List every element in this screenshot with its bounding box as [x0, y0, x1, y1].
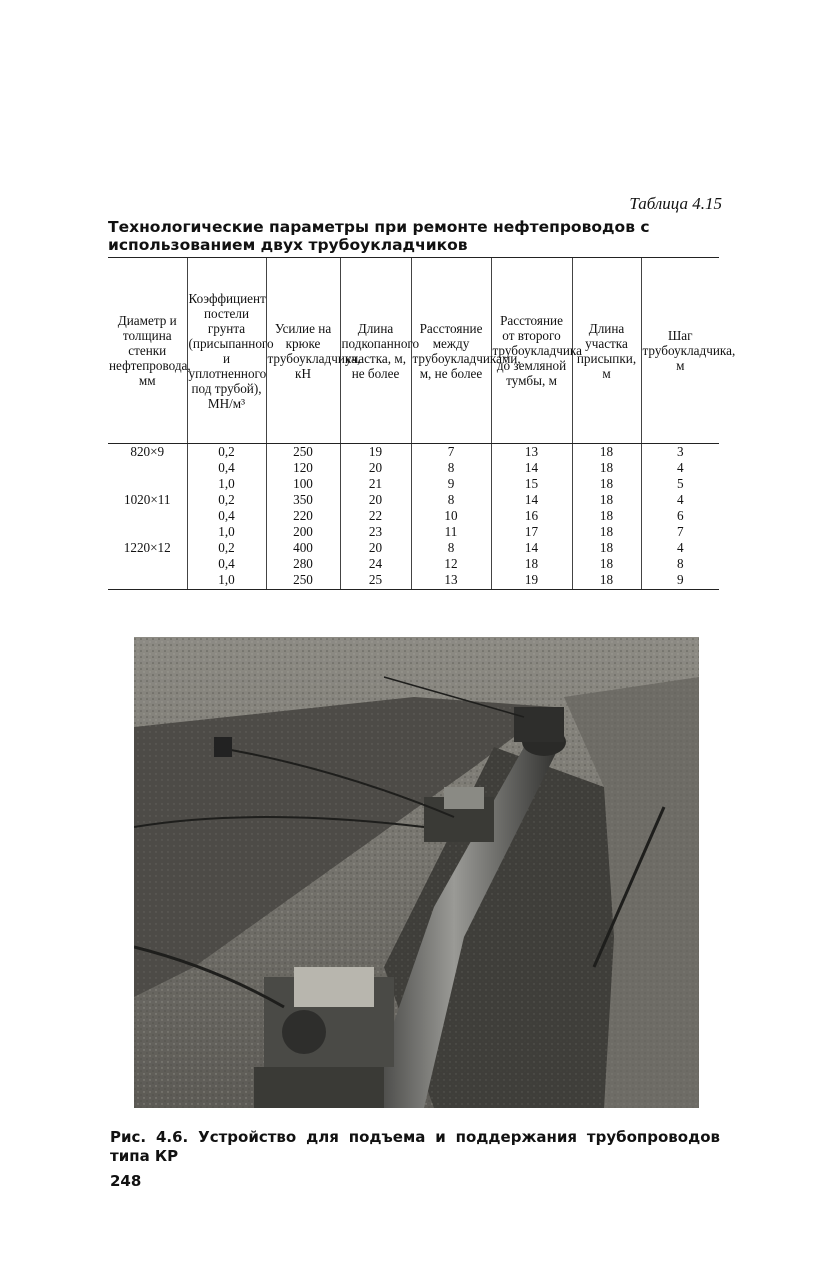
table-cell: 13 — [491, 444, 572, 460]
table-cell: 1,0 — [187, 476, 266, 492]
table-cell: 9 — [641, 571, 719, 589]
table-cell: 1220×12 — [123, 539, 171, 555]
table-cell: 0,4 — [187, 555, 266, 571]
table-cell: 0,2 — [187, 492, 266, 508]
column-header: Расстояние между трубоукладчиками, м, не более — [411, 258, 491, 444]
table-row — [108, 460, 719, 476]
table-cell: 200 — [266, 523, 340, 539]
table-cell: 0,4 — [187, 508, 266, 524]
table-cell: 6 — [641, 508, 719, 524]
table-cell: 12 — [411, 555, 491, 571]
table-cell: 18 — [572, 555, 641, 571]
table-cell: 21 — [340, 476, 411, 492]
table-cell: 14 — [491, 460, 572, 476]
table-cell: 14 — [491, 539, 572, 555]
table-cell: 8 — [411, 460, 491, 476]
table-row — [108, 444, 719, 460]
table-cell: 4 — [641, 492, 719, 508]
table-cell: 100 — [266, 476, 340, 492]
table-cell: 20 — [340, 539, 411, 555]
table-cell: 820×9 — [130, 444, 165, 460]
table-header-row — [108, 258, 719, 444]
table-cell: 1,0 — [187, 571, 266, 589]
table-cell: 0,2 — [187, 539, 266, 555]
table-row — [108, 571, 719, 589]
table-row — [108, 508, 719, 524]
table-cell: 4 — [641, 539, 719, 555]
table-cell: 9 — [411, 476, 491, 492]
table-cell — [108, 508, 187, 524]
table-cell: 250 — [266, 571, 340, 589]
table-cell: 18 — [491, 555, 572, 571]
table-cell: 18 — [572, 508, 641, 524]
parameters-table — [108, 257, 736, 590]
table-row — [108, 492, 719, 508]
table-cell: 5 — [641, 476, 719, 492]
table-cell: 18 — [572, 476, 641, 492]
table-cell: 24 — [340, 555, 411, 571]
table-cell: 280 — [266, 555, 340, 571]
table-cell — [108, 555, 187, 571]
table-cell: 3 — [641, 444, 719, 460]
column-header: Диаметр и толщина стенки нефтепровода, мм — [108, 258, 187, 444]
table-row — [108, 539, 719, 555]
table-cell: 14 — [491, 492, 572, 508]
table-cell: 11 — [411, 523, 491, 539]
table-row — [108, 555, 719, 571]
table-cell: 7 — [411, 444, 491, 460]
table-cell: 17 — [491, 523, 572, 539]
table-cell — [108, 476, 187, 492]
table-cell: 18 — [572, 444, 641, 460]
column-header: Длина подкопанного участка, м, не более — [340, 258, 411, 444]
table-cell: 15 — [491, 476, 572, 492]
table-cell: 18 — [572, 539, 641, 555]
table-cell — [108, 460, 187, 476]
table-cell: 7 — [641, 523, 719, 539]
table-cell: 20 — [340, 492, 411, 508]
table-cell: 18 — [572, 492, 641, 508]
table-cell: 4 — [641, 460, 719, 476]
table-title: Технологические параметры при ремонте нефтепроводов с использованием двух трубоукладчиков — [108, 218, 650, 254]
column-header: Длина участка присыпки, м — [572, 258, 641, 444]
column-header: Расстояние от второго трубоукладчика до земляной тумбы, м — [491, 258, 572, 444]
table-cell: 8 — [641, 555, 719, 571]
table-cell: 25 — [340, 571, 411, 589]
table-cell: 10 — [411, 508, 491, 524]
table-cell: 18 — [572, 460, 641, 476]
pipeline-photo-image — [134, 637, 699, 1108]
table-cell: 1,0 — [187, 523, 266, 539]
column-header: Шаг трубоукладчика, м — [641, 258, 719, 444]
table-cell: 20 — [340, 460, 411, 476]
column-header: Усилие на крюке трубоукладчика, кН — [266, 258, 340, 444]
table-cell: 18 — [572, 571, 641, 589]
table-cell: 400 — [266, 539, 340, 555]
table-row — [108, 523, 719, 539]
page-number: 248 — [110, 1172, 142, 1190]
table-cell: 18 — [572, 523, 641, 539]
table-cell: 8 — [411, 492, 491, 508]
table-cell: 250 — [266, 444, 340, 460]
table-row — [108, 476, 719, 492]
table-cell: 1020×11 — [123, 492, 171, 508]
table-cell: 19 — [340, 444, 411, 460]
table-cell: 120 — [266, 460, 340, 476]
table-cell: 350 — [266, 492, 340, 508]
figure-caption: Рис. 4.6. Устройство для подъема и поддержания трубопроводов типа КР — [110, 1128, 720, 1165]
table-cell: 0,4 — [187, 460, 266, 476]
table-cell: 19 — [491, 571, 572, 589]
table-cell: 220 — [266, 508, 340, 524]
table-number: Таблица 4.15 — [629, 194, 722, 213]
table-cell: 22 — [340, 508, 411, 524]
pipeline-photo — [134, 637, 699, 1108]
table-cell: 23 — [340, 523, 411, 539]
table-cell: 0,2 — [187, 444, 266, 460]
table-cell — [108, 523, 187, 539]
table-cell: 13 — [411, 571, 491, 589]
table-cell: 8 — [411, 539, 491, 555]
table-cell — [108, 571, 187, 589]
table-cell: 16 — [491, 508, 572, 524]
column-header: Коэффициент постели грунта (присыпанного и уплотненного под трубой), МН/м³ — [187, 258, 266, 444]
